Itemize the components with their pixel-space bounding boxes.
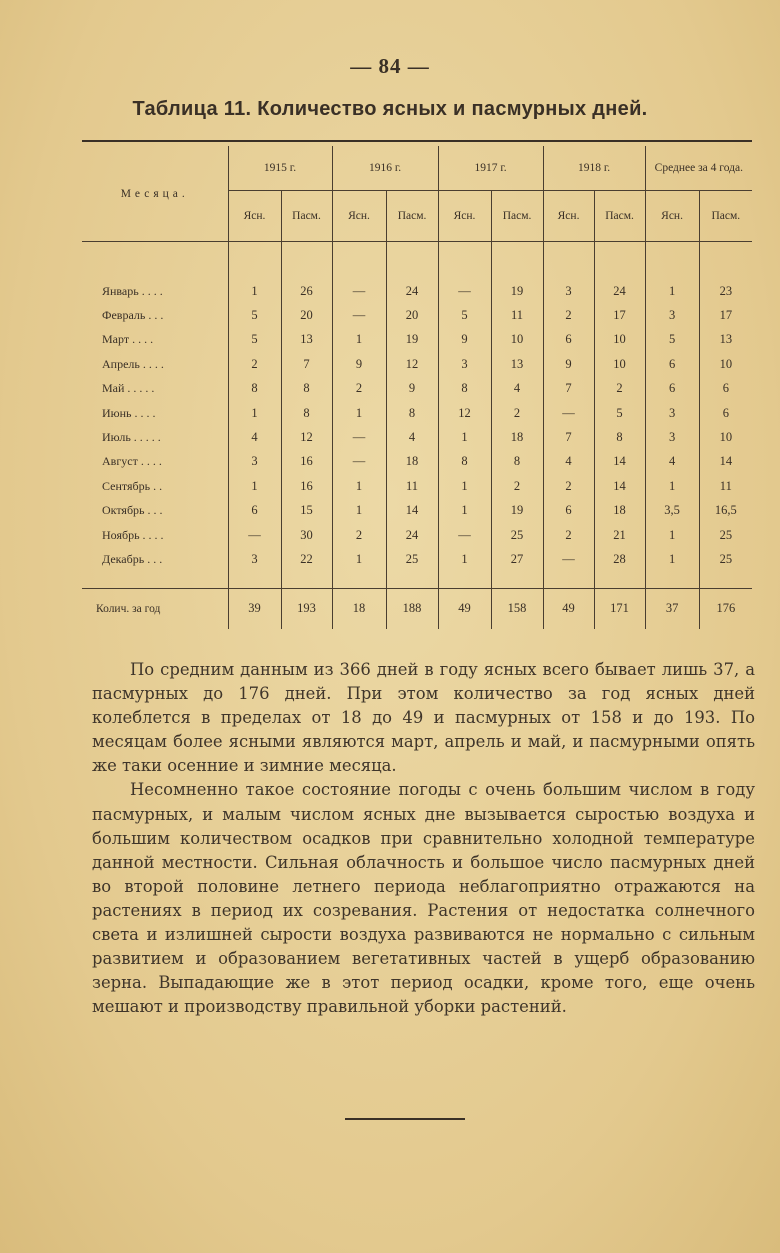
table-cell: 24: [594, 279, 645, 303]
table-cell: 25: [699, 547, 752, 571]
table-cell: 7: [281, 352, 332, 376]
table-cell: 8: [386, 401, 438, 425]
table-cell: 5: [438, 303, 491, 327]
table-cell: 14: [594, 450, 645, 474]
table-cell: 25: [491, 523, 543, 547]
year-header-1915: 1915 г.: [228, 146, 332, 191]
table-cell: 1: [645, 547, 699, 571]
table-cell: 13: [699, 328, 752, 352]
month-name: Апрель . . . .: [102, 356, 164, 371]
table-cell: 10: [699, 352, 752, 376]
table-cell: 26: [281, 279, 332, 303]
total-cell: 39: [228, 588, 281, 629]
table-cell: 11: [491, 303, 543, 327]
table-top-rule: [82, 140, 752, 142]
paragraph-2: Несомненно такое состояние погоды с очень большим числом в году пасмурных, и малым числом ясных дне вызывается сыростью воздуха и большим количеством осадков при сравнительно холодной температуре данной местности. Сильная облачность и большое число пасмурных дней во второй половине летнего периода неблагоприятно отражаются на растениях в период их созревания. Растения от недостатка солнечного света и излишней сырости воздуха развиваются не нормально с сильным развитием и образованием вегетативных частей в ущерб образованию зерна. Выпадающие же в этот период осадки, кроме того, еще очень мешают и производству правильной уборки растений.: [92, 780, 755, 1017]
table-cell: —: [543, 547, 594, 571]
month-column-header: Месяца.: [82, 146, 228, 242]
table-cell: 9: [332, 352, 386, 376]
table-cell: 2: [491, 401, 543, 425]
table-row: [82, 377, 752, 401]
table-cell: 1: [332, 328, 386, 352]
table-cell: 8: [228, 377, 281, 401]
table-cell: 1: [332, 474, 386, 498]
table-cell: 25: [699, 523, 752, 547]
table-cell: 12: [281, 425, 332, 449]
table-cell: 14: [699, 450, 752, 474]
table-cell: 13: [491, 352, 543, 376]
table-cell: 10: [491, 328, 543, 352]
table-cell: 27: [491, 547, 543, 571]
table-cell: 14: [386, 499, 438, 523]
year-header-1918: 1918 г.: [543, 146, 645, 191]
table-cell: 3: [645, 303, 699, 327]
table-cell: 1: [438, 474, 491, 498]
clear-cloudy-days-table: [82, 146, 752, 629]
table-cell: 8: [491, 450, 543, 474]
table-cell: 2: [228, 352, 281, 376]
table-row: [82, 303, 752, 327]
table-cell: 3: [645, 425, 699, 449]
month-name: Май . . . . .: [102, 381, 155, 396]
table-row: [82, 352, 752, 376]
month-name: Август . . . .: [102, 454, 162, 469]
table-cell: 12: [386, 352, 438, 376]
subheader-cell: Пасм.: [491, 191, 543, 242]
table-cell: 3: [438, 352, 491, 376]
total-label: Колич. за год: [82, 588, 228, 629]
table-cell: —: [438, 279, 491, 303]
table-row: [82, 425, 752, 449]
table-cell: 1: [438, 547, 491, 571]
table-cell: 19: [491, 279, 543, 303]
table-cell: —: [543, 401, 594, 425]
month-name: Июль . . . . .: [102, 430, 161, 445]
month-name: Сентябрь . .: [102, 478, 163, 493]
table-cell: 16: [281, 474, 332, 498]
subheader-cell: Пасм.: [699, 191, 752, 242]
paragraph-1: По средним данным из 366 дней в году ясных всего бывает лишь 37, а пасмурных до 176 дней. При этом количество за год ясных дней колеблется в пределах от 18 до 49 и пасмурных от 158 и до 193. По месяцам более ясными являются март, апрель и май, и пасмурными опять же таки осенние и зимние месяца.: [92, 660, 755, 776]
body-text: [92, 658, 755, 1019]
table-cell: 7: [543, 377, 594, 401]
table-cell: 1: [228, 279, 281, 303]
table-cell: 18: [594, 499, 645, 523]
table-cell: 20: [386, 303, 438, 327]
total-cell: 176: [699, 588, 752, 629]
table-cell: 8: [594, 425, 645, 449]
table-cell: 1: [438, 425, 491, 449]
table-cell: 17: [594, 303, 645, 327]
table-cell: 8: [438, 450, 491, 474]
table-cell: 16,5: [699, 499, 752, 523]
closing-rule: [345, 1118, 465, 1120]
table-cell: —: [332, 279, 386, 303]
table-cell: 25: [386, 547, 438, 571]
table-cell: 2: [543, 474, 594, 498]
table-cell: 3: [645, 401, 699, 425]
table-cell: 22: [281, 547, 332, 571]
table-row: [82, 523, 752, 547]
table-cell: 4: [543, 450, 594, 474]
total-cell: 49: [438, 588, 491, 629]
table-cell: 5: [228, 303, 281, 327]
table-cell: 18: [491, 425, 543, 449]
table-cell: 20: [281, 303, 332, 327]
month-name: Январь . . . .: [102, 283, 163, 298]
table-cell: —: [228, 523, 281, 547]
table-row: [82, 450, 752, 474]
table-cell: 1: [228, 474, 281, 498]
subheader-cell: Ясн.: [543, 191, 594, 242]
table-cell: 24: [386, 523, 438, 547]
table-row: [82, 279, 752, 303]
table-cell: 1: [332, 499, 386, 523]
table-cell: 21: [594, 523, 645, 547]
table-cell: 11: [699, 474, 752, 498]
table-cell: 14: [594, 474, 645, 498]
table-cell: 1: [228, 401, 281, 425]
total-cell: 158: [491, 588, 543, 629]
table-cell: 6: [228, 499, 281, 523]
table-cell: 6: [645, 352, 699, 376]
total-row: [82, 588, 752, 629]
year-header-1917: 1917 г.: [438, 146, 543, 191]
table-cell: 10: [594, 328, 645, 352]
total-cell: 49: [543, 588, 594, 629]
table-cell: 28: [594, 547, 645, 571]
table-title: Таблица 11. Количество ясных и пасмурных дней.: [132, 98, 648, 120]
table-cell: 10: [594, 352, 645, 376]
table-cell: 11: [386, 474, 438, 498]
table-cell: 4: [228, 425, 281, 449]
subheader-cell: Ясн.: [438, 191, 491, 242]
table-cell: 6: [543, 328, 594, 352]
year-header-1916: 1916 г.: [332, 146, 438, 191]
total-cell: 18: [332, 588, 386, 629]
table-cell: 15: [281, 499, 332, 523]
table-cell: 19: [386, 328, 438, 352]
table-cell: 24: [386, 279, 438, 303]
table-cell: 6: [699, 401, 752, 425]
subheader-cell: Пасм.: [594, 191, 645, 242]
table-cell: 16: [281, 450, 332, 474]
table-cell: 9: [543, 352, 594, 376]
table-cell: 4: [645, 450, 699, 474]
subheader-cell: Ясн.: [332, 191, 386, 242]
table-cell: 17: [699, 303, 752, 327]
table-cell: 1: [645, 474, 699, 498]
table-cell: —: [332, 450, 386, 474]
total-cell: 188: [386, 588, 438, 629]
month-name: Декабрь . . .: [102, 551, 163, 566]
table-cell: —: [332, 303, 386, 327]
table-cell: 19: [491, 499, 543, 523]
table-cell: 6: [645, 377, 699, 401]
table-cell: 9: [438, 328, 491, 352]
table-cell: 3: [228, 450, 281, 474]
total-cell: 193: [281, 588, 332, 629]
table-row: [82, 328, 752, 352]
table-cell: 1: [438, 499, 491, 523]
table-cell: 4: [491, 377, 543, 401]
table-cell: 6: [543, 499, 594, 523]
table-row: [82, 547, 752, 571]
table-cell: 1: [332, 401, 386, 425]
table-cell: 1: [332, 547, 386, 571]
table-cell: 5: [228, 328, 281, 352]
total-cell: 37: [645, 588, 699, 629]
month-name: Март . . . .: [102, 332, 154, 347]
spacer-row: [82, 242, 752, 280]
table-row: [82, 474, 752, 498]
subheader-cell: Ясн.: [228, 191, 281, 242]
table-row: [82, 499, 752, 523]
total-cell: 171: [594, 588, 645, 629]
subheader-cell: Ясн.: [645, 191, 699, 242]
month-name: Ноябрь . . . .: [102, 527, 164, 542]
average-header: Среднее за 4 года.: [645, 146, 752, 191]
table-cell: 9: [386, 377, 438, 401]
table-cell: 2: [543, 303, 594, 327]
table-cell: 3: [543, 279, 594, 303]
year-header-row: [82, 146, 752, 191]
table-cell: 5: [594, 401, 645, 425]
table-cell: 10: [699, 425, 752, 449]
month-name: Июнь . . . .: [102, 405, 156, 420]
table-cell: 4: [386, 425, 438, 449]
subheader-cell: Пасм.: [386, 191, 438, 242]
table-cell: 8: [281, 401, 332, 425]
table-cell: 8: [281, 377, 332, 401]
month-name: Октябрь . . .: [102, 503, 163, 518]
table-cell: 3: [228, 547, 281, 571]
table-cell: —: [332, 425, 386, 449]
table-cell: 8: [438, 377, 491, 401]
subheader-cell: Пасм.: [281, 191, 332, 242]
table-cell: —: [438, 523, 491, 547]
table-cell: 7: [543, 425, 594, 449]
table-row: [82, 401, 752, 425]
table-cell: 13: [281, 328, 332, 352]
table-cell: 6: [699, 377, 752, 401]
month-name: Февраль . . .: [102, 308, 164, 323]
table-cell: 2: [332, 523, 386, 547]
table-cell: 2: [332, 377, 386, 401]
table-cell: 3,5: [645, 499, 699, 523]
table-cell: 1: [645, 279, 699, 303]
table-cell: 23: [699, 279, 752, 303]
page-number: — 84 —: [350, 54, 430, 78]
table-cell: 12: [438, 401, 491, 425]
table-cell: 2: [543, 523, 594, 547]
table-cell: 2: [491, 474, 543, 498]
table-cell: 5: [645, 328, 699, 352]
table-cell: 2: [594, 377, 645, 401]
table-cell: 1: [645, 523, 699, 547]
table-cell: 18: [386, 450, 438, 474]
table-cell: 30: [281, 523, 332, 547]
